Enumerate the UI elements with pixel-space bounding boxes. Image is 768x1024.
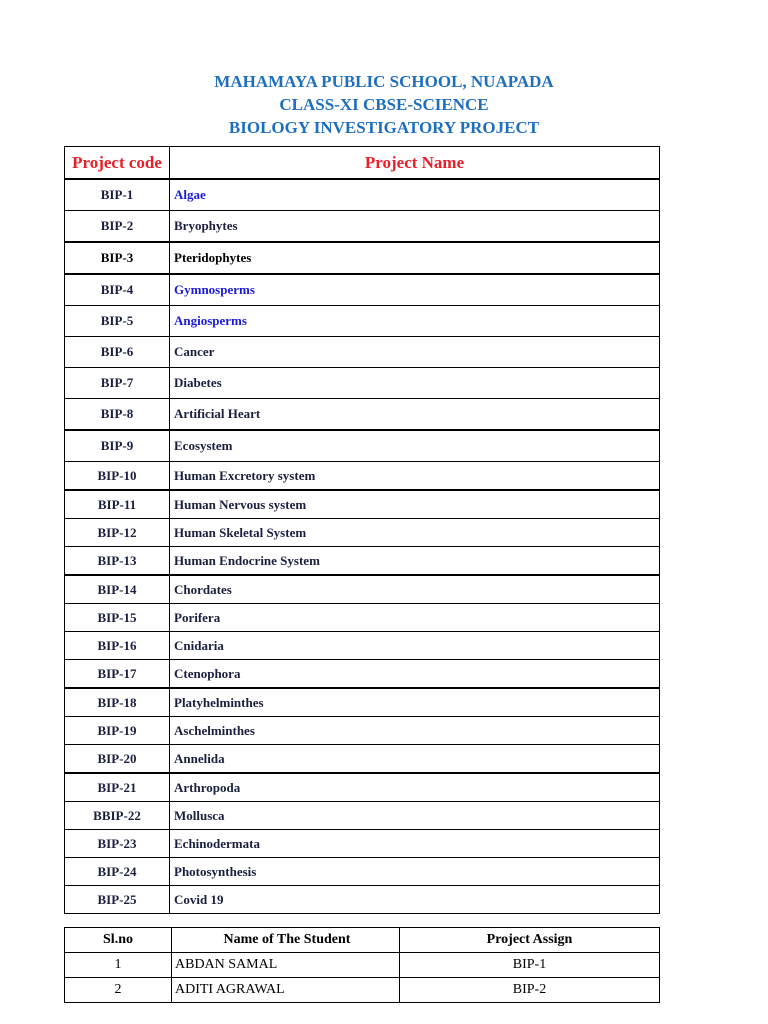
table-row xyxy=(65,399,660,431)
project-name: Cnidaria xyxy=(170,632,660,660)
project-name: Human Skeletal System xyxy=(170,519,660,547)
project-code: BIP-25 xyxy=(65,886,170,914)
table-row xyxy=(65,306,660,337)
col-project-name: Project Name xyxy=(170,147,660,180)
student-project: BIP-1 xyxy=(400,953,660,978)
project-code: BIP-7 xyxy=(65,368,170,399)
project-name: Artificial Heart xyxy=(170,399,660,431)
table-row xyxy=(65,632,660,660)
project-name: Mollusca xyxy=(170,802,660,830)
student-name: ABDAN SAMAL xyxy=(172,953,400,978)
students-table xyxy=(64,927,660,1003)
table-row xyxy=(65,547,660,576)
school-name: MAHAMAYA PUBLIC SCHOOL, NUAPADA xyxy=(214,72,554,91)
student-slno: 1 xyxy=(65,953,172,978)
project-code: BIP-10 xyxy=(65,462,170,491)
project-code: BIP-2 xyxy=(65,211,170,243)
project-title: BIOLOGY INVESTIGATORY PROJECT xyxy=(228,118,540,137)
table-row xyxy=(65,179,660,211)
projects-table xyxy=(64,146,660,914)
project-name: Human Nervous system xyxy=(170,490,660,519)
project-name: Covid 19 xyxy=(170,886,660,914)
student-name: ADITI AGRAWAL xyxy=(172,978,400,1003)
table-row xyxy=(65,242,660,274)
col-student-name: Name of The Student xyxy=(172,928,400,953)
project-name: Ctenophora xyxy=(170,660,660,689)
project-code: BIP-18 xyxy=(65,688,170,717)
document-header xyxy=(0,70,768,139)
project-name: Diabetes xyxy=(170,368,660,399)
table-row xyxy=(65,462,660,491)
project-code: BBIP-22 xyxy=(65,802,170,830)
project-code: BIP-12 xyxy=(65,519,170,547)
project-code: BIP-24 xyxy=(65,858,170,886)
table-row xyxy=(65,978,660,1003)
project-code: BIP-16 xyxy=(65,632,170,660)
project-name: Algae xyxy=(170,179,660,211)
project-name: Human Endocrine System xyxy=(170,547,660,576)
table-row xyxy=(65,688,660,717)
projects-header-row xyxy=(65,147,660,180)
student-project: BIP-2 xyxy=(400,978,660,1003)
table-row xyxy=(65,274,660,306)
students-header-row xyxy=(65,928,660,953)
project-code: BIP-1 xyxy=(65,179,170,211)
project-name: Bryophytes xyxy=(170,211,660,243)
table-row xyxy=(65,660,660,689)
project-name: Photosynthesis xyxy=(170,858,660,886)
table-row xyxy=(65,745,660,774)
table-row xyxy=(65,490,660,519)
project-code: BIP-19 xyxy=(65,717,170,745)
project-code: BIP-15 xyxy=(65,604,170,632)
project-code: BIP-21 xyxy=(65,773,170,802)
project-name: Chordates xyxy=(170,575,660,604)
project-name: Angiosperms xyxy=(170,306,660,337)
project-name: Annelida xyxy=(170,745,660,774)
project-code: BIP-9 xyxy=(65,430,170,462)
project-name: Porifera xyxy=(170,604,660,632)
table-row xyxy=(65,858,660,886)
table-row xyxy=(65,211,660,243)
table-row xyxy=(65,773,660,802)
table-row xyxy=(65,575,660,604)
project-code: BIP-3 xyxy=(65,242,170,274)
project-name: Echinodermata xyxy=(170,830,660,858)
project-name: Human Excretory system xyxy=(170,462,660,491)
table-row xyxy=(65,953,660,978)
class-name: CLASS-XI CBSE-SCIENCE xyxy=(279,95,489,114)
project-code: BIP-14 xyxy=(65,575,170,604)
project-code: BIP-5 xyxy=(65,306,170,337)
project-name: Cancer xyxy=(170,337,660,368)
table-row xyxy=(65,717,660,745)
table-row xyxy=(65,337,660,368)
project-name: Ecosystem xyxy=(170,430,660,462)
project-code: BIP-17 xyxy=(65,660,170,689)
project-code: BIP-4 xyxy=(65,274,170,306)
project-name: Gymnosperms xyxy=(170,274,660,306)
project-code: BIP-11 xyxy=(65,490,170,519)
col-slno: Sl.no xyxy=(65,928,172,953)
project-code: BIP-6 xyxy=(65,337,170,368)
project-code: BIP-13 xyxy=(65,547,170,576)
project-code: BIP-20 xyxy=(65,745,170,774)
col-project-code: Project code xyxy=(65,147,170,180)
table-row xyxy=(65,430,660,462)
col-project-assign: Project Assign xyxy=(400,928,660,953)
project-code: BIP-8 xyxy=(65,399,170,431)
project-name: Pteridophytes xyxy=(170,242,660,274)
project-name: Aschelminthes xyxy=(170,717,660,745)
table-row xyxy=(65,802,660,830)
project-code: BIP-23 xyxy=(65,830,170,858)
table-row xyxy=(65,604,660,632)
project-name: Platyhelminthes xyxy=(170,688,660,717)
table-row xyxy=(65,519,660,547)
table-row xyxy=(65,830,660,858)
table-row xyxy=(65,368,660,399)
project-name: Arthropoda xyxy=(170,773,660,802)
student-slno: 2 xyxy=(65,978,172,1003)
table-row xyxy=(65,886,660,914)
